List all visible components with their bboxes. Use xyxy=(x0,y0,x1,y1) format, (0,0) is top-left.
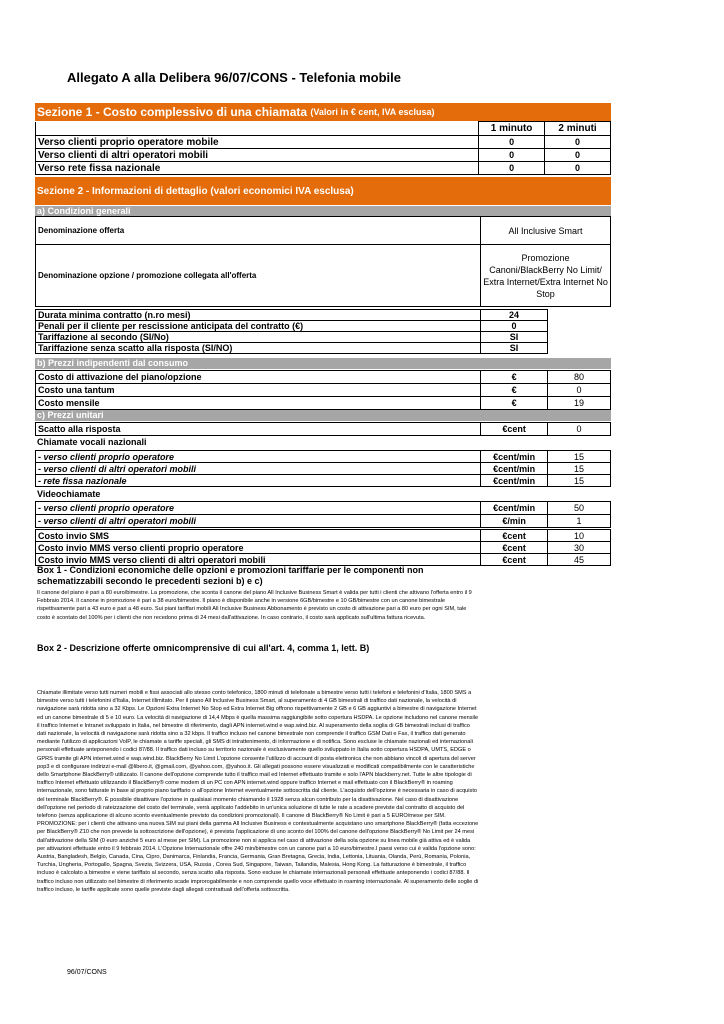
offer-name-table xyxy=(35,216,611,307)
section1-title: Sezione 1 - Costo complessivo di una chiamata xyxy=(37,105,308,119)
conditions-table xyxy=(35,309,548,354)
voice-calls-title: Chiamate vocali nazionali xyxy=(37,437,147,447)
message-value: 30 xyxy=(548,542,611,554)
voice-unit: €cent/min xyxy=(481,475,548,487)
message-label: Costo invio MMS verso clienti di altri operatori mobili xyxy=(36,554,481,566)
voice-label: - rete fissa nazionale xyxy=(36,475,481,487)
scatto-value: 0 xyxy=(548,423,611,436)
col-2-minuti: 2 minuti xyxy=(545,122,611,136)
voice-label: - verso clienti proprio operatore xyxy=(36,451,481,463)
fixed-prices-table xyxy=(35,370,611,410)
fixed-price-label: Costo una tantum xyxy=(36,384,481,397)
row-label: Verso rete fissa nazionale xyxy=(36,162,479,175)
row-value: 0 xyxy=(545,136,611,149)
voice-value: 15 xyxy=(548,463,611,475)
video-value: 1 xyxy=(548,515,611,528)
video-label: - verso clienti proprio operatore xyxy=(36,502,481,515)
section-a-header: a) Condizioni generali xyxy=(35,206,611,216)
offer-name-label: Denominazione offerta xyxy=(36,217,481,245)
section2-header xyxy=(35,177,611,205)
condition-label: Tariffazione al secondo (SI/No) xyxy=(36,332,481,343)
fixed-price-value: 0 xyxy=(548,384,611,397)
condition-value: SI xyxy=(481,343,548,354)
video-calls-title: Videochiamate xyxy=(37,489,101,499)
video-label: - verso clienti di altri operatori mobili xyxy=(36,515,481,528)
scatto-label: Scatto alla risposta xyxy=(36,423,481,436)
fixed-price-label: Costo mensile xyxy=(36,397,481,410)
box2-text: Chiamate illimitate verso tutti numeri mobili e fissi associati allo stesso conto telefonico, 1800 minuti di telefonate a bimestre verso tutti i telefoni e telefonini d'Italia, 1800 SMS a bimestre verso tutti i telefonini d'Italia, Internet illimitato. Per il piano All Inclusive Business Smart, al superamento di 4 GB bimestrali di traffico dati nazionale, la velocità di navigazione sarà ridotta sino a 32 Kbps. Le Opzioni Extra Internet No Stop ed Extra Internet Big offrono rispettivamente 2 GB e 6 GB aggiuntivi a bimestre di navigazione Internet ed un canone bimestrale di 5 e 10 euro. La velocità di navigazione di 14,4 Mbps è quella massima raggiungibile sotto copertura HSDPA. Le opzione includono nel canone mensile il traffico Internet e Intranet sviluppato in Italia, nel bimestre di riferimento, dagli APN internet.wind e wap.wind.biz. Al superamento della soglia di GB bimestrali inclusi di traffico dati nazionale, la velocità di navigazione sarà ridotta sino a 32 kbps. Il traffico incluso nel canone bimestrale non comprende il traffico GSM Dati e Fax, il traffico dati generato mediante l'utilizzo di applicazioni VoIP, le chiamate a tariffe speciali, gli SMS di intrattenimento, di informazione e di notifica. Sono escluse le chiamate nazionali ed internazionali personali effettuate anteponendo i codici 87/88. Il traffico dati incluso su territorio nazionale è esclusivamente quello sviluppato in Italia sotto copertura HSDPA, UMTS, EDGE o GPRS tramite gli APN internet.wind e wap.wind.biz. BlackBerry No Limit L'opzione consente l'utilizzo di account di posta elettronica che non abbiano vincoli di apertura del server pop3 e di configurare indirizzi e-mail @libero.it, @gmail.com, @yahoo.com, @yahoo.it. Gli allegati possono essere visualizzati e modificati compatibilmente con le caratteristiche dello Smartphone BlackBerry® utilizzato. Il canone dell'opzione comprende tutto il traffico mail ed Internet effettuato tramite e solo l'APN blackberry.net. Tutte le altre tipologie di traffico Internet effettuato utilizzando il BlackBerry® come modem di un PC con APN internet.wind oppure traffico Internet e mail effettuato con il BlackBerry® in roaming internazionale, sono fatturate in base al proprio piano tariffario o all'opzione Internet eventualmente sottoscritta dal cliente. L'acquisto dell'opzione è necessaria in caso di acquisto del terminale BlackBerry®. È possibile disattivare l'opzione in qualsiasi momento chiamando il 1928 senza alcun contributo per la disattivazione. Nel caso di disattivazione dell'opzione nel periodo di rateizzazione del costo del terminale, verrà applicato l'addebito in un'unica soluzione di tutte le rate a scadere previste dal contratto di acquisto del telefono (senza applicazione di alcuno sconto eventualmente previsto da condizioni promozionali). Il canone di BlackBerry® No Limit è pari a 5 EURO/mese per SIM. PROMOZIONE: per i clienti che attivano una nuova SIM sui piani della gamma All Inclusive Business e contestualmente acquistano uno smartphone BlackBerry® (fatta eccezione per BlackBerry® Z10 che non prevede la sottoscrizione dell'opzione), è prevista l'applicazione di uno sconto del 100% del canone dell'opzione BlackBerry® No Limit per 24 mesi dall'attivazione della SIM (0 euro anziché 5 euro al mese per SIM). La promozione non si applica nel caso di attivazione della sola opzione su linea mobile già attiva ed è valida per attivazioni effettuate entro il 9 febbraio 2014. L'Opzione Internazionale offre 240 min/bimestre con un canone pari a 10 euro/bimestre.I paesi verso cui è valida l'opzione sono: Austria, Bangladesh, Belgio, Canada, Cina, Cipro, Danimarca, Finlandia, Francia, Germania, Gran Bretagna, Grecia, India, Lettonia, Lituania, Olanda, Perù, Romania, Polonia, Turchia, Ungheria, Portogallo, Spagna, Svezia, Svizzera, USA, Russia , Corea Sud, Singapore, Taiwan, Tailandia, Malesia, Hong Kong. La fatturazione è bimestrale, il traffico incluso è calcolato a bimestre e viene tariffato al secondo, senza scatto alla risposta. Sono escluse le chiamate internazionali personali effettuate anteponendo i codici 87/88. Il traffico incluso non utilizzato nel bimestre di riferimento scade improrogabilmente e non comprende quello voce effettuato in roaming internazionale. Al superamento delle soglie di traffico incluso, le tariffe applicate sono quelle previste dagli allegati contrattuali dell'offerta sottoscritta. xyxy=(37,690,479,893)
fixed-price-unit: € xyxy=(481,384,548,397)
fixed-price-value: 19 xyxy=(548,397,611,410)
section1-table xyxy=(35,121,611,175)
col-1-minuto: 1 minuto xyxy=(479,122,545,136)
voice-unit: €cent/min xyxy=(481,451,548,463)
condition-label: Penali per il cliente per rescissione anticipata del contratto (€) xyxy=(36,321,481,332)
section2-title: Sezione 2 - Informazioni di dettaglio (valori economici IVA esclusa) xyxy=(37,185,354,197)
offer-name-value: All Inclusive Smart xyxy=(481,217,611,245)
message-unit: €cent xyxy=(481,542,548,554)
option-name-label: Denominazione opzione / promozione collegata all'offerta xyxy=(36,245,481,307)
box2-title: Box 2 - Descrizione offerte omnicomprensive di cui all'art. 4, comma 1, lett. B) xyxy=(37,643,370,653)
row-value: 0 xyxy=(479,136,545,149)
fixed-price-value: 80 xyxy=(548,371,611,384)
row-value: 0 xyxy=(545,162,611,175)
message-label: Costo invio MMS verso clienti proprio operatore xyxy=(36,542,481,554)
condition-label: Tariffazione senza scatto alla risposta (SI/NO) xyxy=(36,343,481,354)
page-title: Allegato A alla Delibera 96/07/CONS - Telefonia mobile xyxy=(67,70,402,85)
fixed-price-label: Costo di attivazione del piano/opzione xyxy=(36,371,481,384)
option-name-value: Promozione Canoni/BlackBerry No Limit/ Extra Internet/Extra Internet No Stop xyxy=(481,245,611,307)
section1-header xyxy=(35,103,611,121)
section-b-header: b) Prezzi indipendenti dal consumo xyxy=(35,358,611,369)
fixed-price-unit: € xyxy=(481,397,548,410)
voice-value: 15 xyxy=(548,451,611,463)
section-c-header: c) Prezzi unitari xyxy=(35,410,611,421)
message-value: 10 xyxy=(548,530,611,542)
messages-table xyxy=(35,529,611,566)
voice-unit: €cent/min xyxy=(481,463,548,475)
video-table xyxy=(35,501,611,528)
row-label: Verso clienti proprio operatore mobile xyxy=(36,136,479,149)
voice-label: - verso clienti di altri operatori mobili xyxy=(36,463,481,475)
condition-value: 24 xyxy=(481,310,548,321)
condition-label: Durata minima contratto (n.ro mesi) xyxy=(36,310,481,321)
row-value: 0 xyxy=(545,149,611,162)
voice-table xyxy=(35,450,611,487)
message-label: Costo invio SMS xyxy=(36,530,481,542)
message-value: 45 xyxy=(548,554,611,566)
box1-text: Il canone del piano è pari a 80 euro/bimestre. La promozione, che sconta il canone del piano All Inclusive Business Smart è valida per tutti i clienti che attivano l'offerta entro il 9 Febbraio 2014. Il canone in promozione è pari a 38 euro/bimestre. Il piano è disponibile anche in versione 6GB/bimestre e 10 GB/bimestre con un canone bimestrale rispettivamente pari a 43 euro e pari a 48 euro. Sui piani tariffari mobili All Inclusive Business Abbonamento è previsto un costo di attivazione pari a 80 euro per ogni SIM, tale costo è scontato del 100% per i clienti che non recedono prima di 24 mesi dall'attivazione. In caso contrario, il costo sarà applicato sull'ultima fattura ricevuta. xyxy=(37,590,472,621)
scatto-unit: €cent xyxy=(481,423,548,436)
section1-subtitle: (Valori in € cent, IVA esclusa) xyxy=(310,107,435,117)
condition-value: 0 xyxy=(481,321,548,332)
video-unit: €/min xyxy=(481,515,548,528)
footer-code: 96/07/CONS xyxy=(67,969,107,976)
video-value: 50 xyxy=(548,502,611,515)
row-value: 0 xyxy=(479,162,545,175)
message-unit: €cent xyxy=(481,530,548,542)
condition-value: SI xyxy=(481,332,548,343)
scatto-table xyxy=(35,422,611,436)
fixed-price-unit: € xyxy=(481,371,548,384)
message-unit: €cent xyxy=(481,554,548,566)
row-value: 0 xyxy=(479,149,545,162)
voice-value: 15 xyxy=(548,475,611,487)
video-unit: €cent/min xyxy=(481,502,548,515)
box1-title: Box 1 - Condizioni economiche delle opzioni e promozioni tariffarie per le componenti non schematizzabili secondo le precedenti sezioni b) e c) xyxy=(37,565,424,586)
row-label: Verso clienti di altri operatori mobili xyxy=(36,149,479,162)
